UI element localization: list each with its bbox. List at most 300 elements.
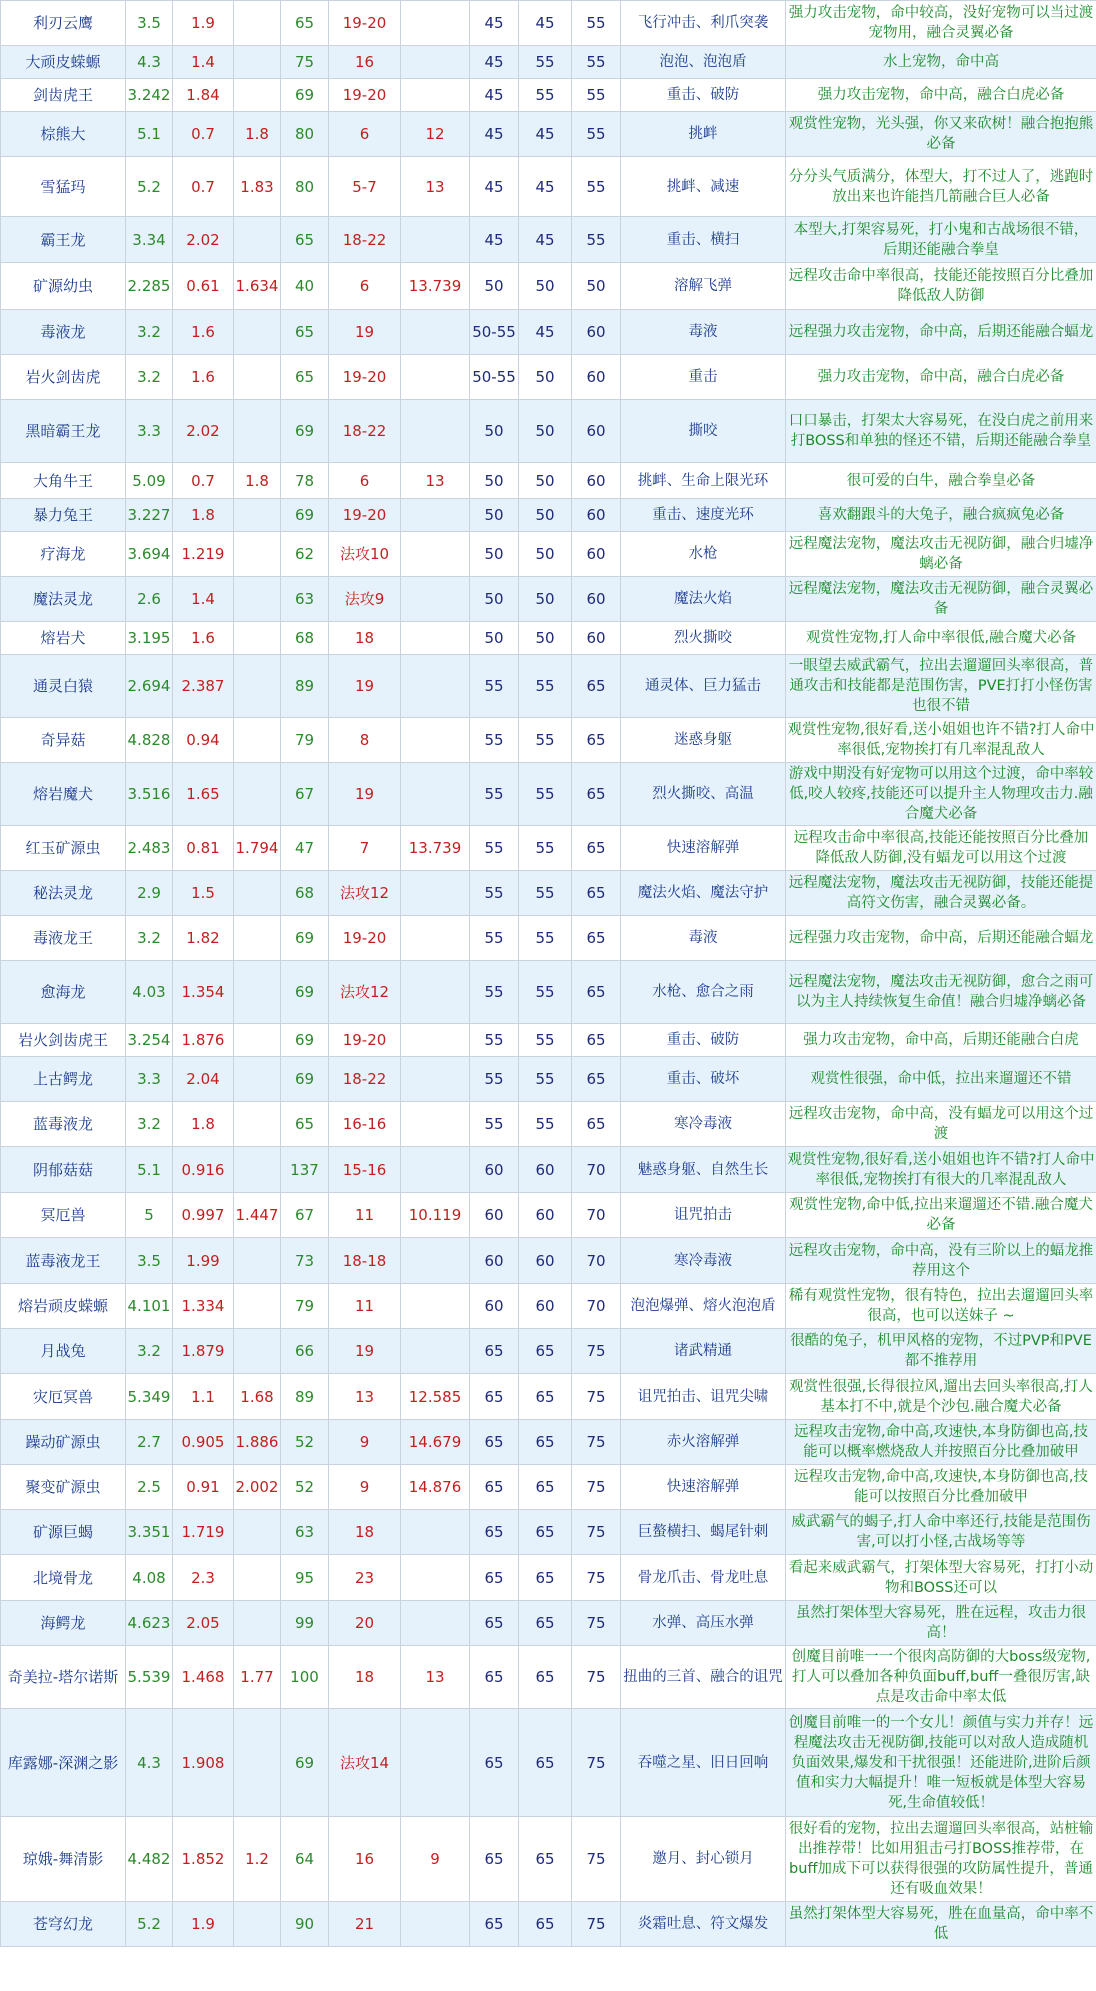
- pet-name-cell: 矿源巨蝎: [1, 1510, 126, 1555]
- remark-cell: 观赏性很强,长得很拉风,遛出去回头率很高,打人基本打不中,就是个沙包.融合魔犬必备: [786, 1374, 1096, 1420]
- stat-1-cell: 4.3: [126, 46, 173, 79]
- remark-cell: 本型大,打架容易死，打小鬼和古战场很不错，后期还能融合拳皇: [786, 217, 1096, 263]
- remark-cell: 观赏性宠物,很好看,送小姐姐也许不错?打人命中率很低,宠物挨打有几率混乱敌人: [786, 718, 1096, 763]
- attack-cell: 6: [329, 463, 401, 499]
- table-row: [1, 622, 1096, 655]
- level-1-cell: 65: [470, 1420, 519, 1465]
- stat-4-cell: 67: [281, 1193, 329, 1238]
- remark-cell: 观赏性宠物,打人命中率很低,融合魔犬必备: [786, 622, 1096, 655]
- pet-name-cell: 蓝毒液龙: [1, 1102, 126, 1147]
- level-1-cell: 65: [470, 1902, 519, 1947]
- level-2-cell: 45: [519, 112, 572, 157]
- skill-cell: 重击、破坏: [621, 1057, 786, 1102]
- skill-cell: 通灵体、巨力猛击: [621, 655, 786, 718]
- stat-2-cell: 1.5: [173, 871, 234, 916]
- stat-3-cell: [234, 79, 281, 112]
- table-row: [1, 961, 1096, 1024]
- level-1-cell: 65: [470, 1329, 519, 1374]
- level-2-cell: 65: [519, 1420, 572, 1465]
- table-row: [1, 1601, 1096, 1646]
- stat-4-cell: 63: [281, 577, 329, 622]
- level-1-cell: 55: [470, 1057, 519, 1102]
- stat-2-cell: 0.7: [173, 463, 234, 499]
- table-row: [1, 1193, 1096, 1238]
- attack-cell: 19: [329, 655, 401, 718]
- stat-2-cell: 1.6: [173, 355, 234, 400]
- table-row: [1, 79, 1096, 112]
- attack-cell: 23: [329, 1555, 401, 1601]
- stat-4-cell: 78: [281, 463, 329, 499]
- level-3-cell: 75: [572, 1420, 621, 1465]
- stat-1-cell: 3.254: [126, 1024, 173, 1057]
- stat-4-cell: 75: [281, 46, 329, 79]
- table-row: [1, 1646, 1096, 1709]
- level-1-cell: 65: [470, 1601, 519, 1646]
- remark-cell: 创魔目前唯一的一个女儿！颜值与实力并存！远程魔法攻击无视防御,技能可以对敌人造成随机负面效果,爆发和干扰很强！还能进阶,进阶后颜值和实力大幅提升！唯一短板就是体型大容易死,生命值较低！: [786, 1709, 1096, 1817]
- stat-6-cell: 13.739: [401, 826, 470, 871]
- level-2-cell: 55: [519, 655, 572, 718]
- pet-name-cell: 矿源幼虫: [1, 263, 126, 310]
- stat-6-cell: [401, 79, 470, 112]
- level-2-cell: 50: [519, 622, 572, 655]
- stat-2-cell: 0.61: [173, 263, 234, 310]
- level-1-cell: 60: [470, 1284, 519, 1329]
- pet-name-cell: 黑暗霸王龙: [1, 400, 126, 463]
- stat-2-cell: 1.6: [173, 310, 234, 355]
- stat-3-cell: [234, 1329, 281, 1374]
- skill-cell: 撕咬: [621, 400, 786, 463]
- stat-3-cell: [234, 916, 281, 961]
- level-2-cell: 55: [519, 826, 572, 871]
- remark-cell: 观赏性宠物，光头强，你又来砍树！融合抱抱熊必备: [786, 112, 1096, 157]
- skill-cell: 吞噬之星、旧日回响: [621, 1709, 786, 1817]
- stat-6-cell: [401, 1147, 470, 1193]
- stat-1-cell: 5.2: [126, 157, 173, 217]
- table-row: [1, 1057, 1096, 1102]
- stat-1-cell: 3.2: [126, 916, 173, 961]
- pet-name-cell: 大角牛王: [1, 463, 126, 499]
- level-1-cell: 45: [470, 79, 519, 112]
- level-1-cell: 55: [470, 916, 519, 961]
- attack-cell: 18-22: [329, 217, 401, 263]
- stat-4-cell: 52: [281, 1465, 329, 1510]
- stat-4-cell: 89: [281, 655, 329, 718]
- attack-cell: 8: [329, 718, 401, 763]
- stat-1-cell: 3.3: [126, 400, 173, 463]
- stat-3-cell: [234, 763, 281, 826]
- stat-4-cell: 69: [281, 961, 329, 1024]
- remark-cell: 远程魔法宠物，魔法攻击无视防御，融合归墟净螭必备: [786, 532, 1096, 577]
- level-2-cell: 55: [519, 871, 572, 916]
- stat-1-cell: 3.2: [126, 355, 173, 400]
- pet-name-cell: 阴郁菇菇: [1, 1147, 126, 1193]
- level-3-cell: 60: [572, 499, 621, 532]
- stat-2-cell: 1.8: [173, 1102, 234, 1147]
- skill-cell: 毒液: [621, 310, 786, 355]
- skill-cell: 烈火撕咬、高温: [621, 763, 786, 826]
- level-2-cell: 50: [519, 400, 572, 463]
- attack-cell: 6: [329, 112, 401, 157]
- stat-6-cell: [401, 1510, 470, 1555]
- stat-1-cell: 4.482: [126, 1817, 173, 1902]
- table-row: [1, 263, 1096, 310]
- stat-6-cell: [401, 1024, 470, 1057]
- stat-4-cell: 90: [281, 1902, 329, 1947]
- pet-name-cell: 剑齿虎王: [1, 79, 126, 112]
- stat-4-cell: 99: [281, 1601, 329, 1646]
- stat-3-cell: [234, 871, 281, 916]
- stat-1-cell: 5: [126, 1193, 173, 1238]
- level-2-cell: 50: [519, 499, 572, 532]
- level-2-cell: 50: [519, 577, 572, 622]
- pet-name-cell: 毒液龙王: [1, 916, 126, 961]
- remark-cell: 强力攻击宠物，命中高，后期还能融合白虎: [786, 1024, 1096, 1057]
- level-3-cell: 55: [572, 112, 621, 157]
- stat-6-cell: 13: [401, 463, 470, 499]
- level-1-cell: 55: [470, 961, 519, 1024]
- pet-name-cell: 海鳄龙: [1, 1601, 126, 1646]
- skill-cell: 诅咒拍击: [621, 1193, 786, 1238]
- attack-cell: 11: [329, 1284, 401, 1329]
- stat-1-cell: 3.242: [126, 79, 173, 112]
- level-3-cell: 75: [572, 1646, 621, 1709]
- stat-4-cell: 100: [281, 1646, 329, 1709]
- stat-3-cell: [234, 1555, 281, 1601]
- stat-6-cell: [401, 1709, 470, 1817]
- level-1-cell: 55: [470, 718, 519, 763]
- table-row: [1, 112, 1096, 157]
- stat-2-cell: 1.6: [173, 622, 234, 655]
- stat-2-cell: 0.91: [173, 1465, 234, 1510]
- stat-6-cell: [401, 1284, 470, 1329]
- skill-cell: 快速溶解弹: [621, 1465, 786, 1510]
- stat-1-cell: 2.6: [126, 577, 173, 622]
- attack-cell: 20: [329, 1601, 401, 1646]
- skill-cell: 寒冷毒液: [621, 1102, 786, 1147]
- stat-6-cell: 13: [401, 157, 470, 217]
- stat-4-cell: 65: [281, 310, 329, 355]
- remark-cell: 远程魔法宠物，魔法攻击无视防御，融合灵翼必备: [786, 577, 1096, 622]
- level-3-cell: 60: [572, 400, 621, 463]
- level-3-cell: 60: [572, 355, 621, 400]
- level-2-cell: 45: [519, 157, 572, 217]
- pet-name-cell: 苍穹幻龙: [1, 1902, 126, 1947]
- level-3-cell: 65: [572, 1102, 621, 1147]
- stat-4-cell: 68: [281, 622, 329, 655]
- stat-6-cell: [401, 961, 470, 1024]
- level-3-cell: 55: [572, 79, 621, 112]
- level-2-cell: 45: [519, 217, 572, 263]
- level-3-cell: 70: [572, 1284, 621, 1329]
- level-2-cell: 65: [519, 1709, 572, 1817]
- table-row: [1, 871, 1096, 916]
- level-2-cell: 55: [519, 916, 572, 961]
- table-row: [1, 1238, 1096, 1284]
- attack-cell: 19: [329, 310, 401, 355]
- level-2-cell: 60: [519, 1193, 572, 1238]
- level-3-cell: 70: [572, 1147, 621, 1193]
- stat-2-cell: 1.354: [173, 961, 234, 1024]
- stat-1-cell: 3.2: [126, 1329, 173, 1374]
- stat-3-cell: [234, 355, 281, 400]
- pet-name-cell: 秘法灵龙: [1, 871, 126, 916]
- stat-3-cell: [234, 1601, 281, 1646]
- stat-1-cell: 3.5: [126, 1238, 173, 1284]
- stat-6-cell: [401, 622, 470, 655]
- table-row: [1, 826, 1096, 871]
- stat-6-cell: [401, 1102, 470, 1147]
- remark-cell: 虽然打架体型大容易死，胜在远程，攻击力很高！: [786, 1601, 1096, 1646]
- remark-cell: 一眼望去威武霸气，拉出去遛遛回头率很高，普通攻击和技能都是范围伤害，PVE打打小怪伤害也很不错: [786, 655, 1096, 718]
- stat-1-cell: 2.9: [126, 871, 173, 916]
- remark-cell: 游戏中期没有好宠物可以用这个过渡，命中率较低,咬人较疼,技能还可以提升主人物理攻击力.融合魔犬必备: [786, 763, 1096, 826]
- pet-name-cell: 聚变矿源虫: [1, 1465, 126, 1510]
- table-row: [1, 1465, 1096, 1510]
- table-row: [1, 577, 1096, 622]
- pet-name-cell: 毒液龙: [1, 310, 126, 355]
- stat-2-cell: 1.219: [173, 532, 234, 577]
- skill-cell: 魔法火焰、魔法守护: [621, 871, 786, 916]
- table-row: [1, 1102, 1096, 1147]
- remark-cell: 强力攻击宠物，命中高，融合白虎必备: [786, 79, 1096, 112]
- table-row: [1, 1555, 1096, 1601]
- stat-2-cell: 1.9: [173, 1, 234, 46]
- level-2-cell: 65: [519, 1329, 572, 1374]
- stat-3-cell: 1.634: [234, 263, 281, 310]
- attack-cell: 18-18: [329, 1238, 401, 1284]
- attack-cell: 18-22: [329, 1057, 401, 1102]
- stat-6-cell: [401, 355, 470, 400]
- remark-cell: 远程攻击命中率很高，技能还能按照百分比叠加降低敌人防御: [786, 263, 1096, 310]
- stat-4-cell: 52: [281, 1420, 329, 1465]
- stat-4-cell: 137: [281, 1147, 329, 1193]
- skill-cell: 快速溶解弹: [621, 826, 786, 871]
- stat-2-cell: 1.719: [173, 1510, 234, 1555]
- stat-3-cell: [234, 1284, 281, 1329]
- pet-name-cell: 蓝毒液龙王: [1, 1238, 126, 1284]
- stat-1-cell: 5.539: [126, 1646, 173, 1709]
- stat-6-cell: [401, 400, 470, 463]
- attack-cell: 法攻9: [329, 577, 401, 622]
- stat-4-cell: 69: [281, 400, 329, 463]
- stat-4-cell: 62: [281, 532, 329, 577]
- stat-3-cell: [234, 1902, 281, 1947]
- attack-cell: 法攻14: [329, 1709, 401, 1817]
- remark-cell: 虽然打架体型大容易死，胜在血量高，命中率不低: [786, 1902, 1096, 1947]
- level-1-cell: 55: [470, 763, 519, 826]
- stat-4-cell: 80: [281, 112, 329, 157]
- stat-6-cell: [401, 916, 470, 961]
- stat-1-cell: 4.101: [126, 1284, 173, 1329]
- pet-name-cell: 熔岩魔犬: [1, 763, 126, 826]
- stat-3-cell: [234, 718, 281, 763]
- stat-2-cell: 1.84: [173, 79, 234, 112]
- table-row: [1, 46, 1096, 79]
- remark-cell: 强力攻击宠物，命中较高，没好宠物可以当过渡宠物用，融合灵翼必备: [786, 1, 1096, 46]
- level-2-cell: 65: [519, 1902, 572, 1947]
- stat-1-cell: 3.34: [126, 217, 173, 263]
- skill-cell: 挑衅、生命上限光环: [621, 463, 786, 499]
- table-row: [1, 499, 1096, 532]
- level-2-cell: 65: [519, 1465, 572, 1510]
- level-2-cell: 65: [519, 1601, 572, 1646]
- level-3-cell: 75: [572, 1902, 621, 1947]
- pet-name-cell: 红玉矿源虫: [1, 826, 126, 871]
- stat-1-cell: 2.5: [126, 1465, 173, 1510]
- stat-3-cell: [234, 1510, 281, 1555]
- level-3-cell: 75: [572, 1374, 621, 1420]
- remark-cell: 创魔目前唯一一个很肉高防御的大boss级宠物,打人可以叠加各种负面buff,buff一叠很厉害,缺点是攻击命中率太低: [786, 1646, 1096, 1709]
- skill-cell: 溶解飞弹: [621, 263, 786, 310]
- level-1-cell: 50: [470, 532, 519, 577]
- stat-3-cell: 1.2: [234, 1817, 281, 1902]
- level-1-cell: 65: [470, 1465, 519, 1510]
- stat-1-cell: 3.516: [126, 763, 173, 826]
- attack-cell: 19: [329, 763, 401, 826]
- table-row: [1, 1147, 1096, 1193]
- stat-6-cell: 14.876: [401, 1465, 470, 1510]
- stat-2-cell: 1.876: [173, 1024, 234, 1057]
- level-3-cell: 65: [572, 718, 621, 763]
- stat-4-cell: 69: [281, 499, 329, 532]
- stat-6-cell: [401, 1057, 470, 1102]
- stat-6-cell: [401, 310, 470, 355]
- level-2-cell: 65: [519, 1817, 572, 1902]
- level-3-cell: 60: [572, 463, 621, 499]
- stat-3-cell: [234, 655, 281, 718]
- stat-2-cell: 1.334: [173, 1284, 234, 1329]
- stat-3-cell: [234, 1238, 281, 1284]
- level-1-cell: 45: [470, 46, 519, 79]
- level-1-cell: 55: [470, 655, 519, 718]
- skill-cell: 炎霜吐息、符文爆发: [621, 1902, 786, 1947]
- attack-cell: 21: [329, 1902, 401, 1947]
- level-1-cell: 55: [470, 826, 519, 871]
- attack-cell: 19-20: [329, 1, 401, 46]
- skill-cell: 寒冷毒液: [621, 1238, 786, 1284]
- skill-cell: 泡泡、泡泡盾: [621, 46, 786, 79]
- table-row: [1, 1284, 1096, 1329]
- level-3-cell: 65: [572, 1024, 621, 1057]
- remark-cell: 喜欢翻跟斗的大兔子，融合疯疯兔必备: [786, 499, 1096, 532]
- stat-6-cell: 10.119: [401, 1193, 470, 1238]
- skill-cell: 挑衅、减速: [621, 157, 786, 217]
- level-1-cell: 50-55: [470, 310, 519, 355]
- stat-1-cell: 3.3: [126, 1057, 173, 1102]
- stat-1-cell: 4.828: [126, 718, 173, 763]
- pet-name-cell: 冥厄兽: [1, 1193, 126, 1238]
- pet-name-cell: 岩火剑齿虎王: [1, 1024, 126, 1057]
- remark-cell: 分分头气质满分，体型大，打不过人了，逃跑时放出来也许能挡几箭融合巨人必备: [786, 157, 1096, 217]
- stat-4-cell: 68: [281, 871, 329, 916]
- attack-cell: 7: [329, 826, 401, 871]
- attack-cell: 19-20: [329, 916, 401, 961]
- level-2-cell: 60: [519, 1147, 572, 1193]
- stat-4-cell: 67: [281, 763, 329, 826]
- pet-name-cell: 暴力兔王: [1, 499, 126, 532]
- level-2-cell: 45: [519, 1, 572, 46]
- pet-name-cell: 熔岩顽皮蝾螈: [1, 1284, 126, 1329]
- stat-4-cell: 95: [281, 1555, 329, 1601]
- stat-1-cell: 2.483: [126, 826, 173, 871]
- stat-6-cell: [401, 499, 470, 532]
- skill-cell: 扭曲的三首、融合的诅咒: [621, 1646, 786, 1709]
- level-3-cell: 65: [572, 1057, 621, 1102]
- pet-name-cell: 月战兔: [1, 1329, 126, 1374]
- stat-3-cell: [234, 1024, 281, 1057]
- stat-1-cell: 2.694: [126, 655, 173, 718]
- attack-cell: 15-16: [329, 1147, 401, 1193]
- stat-4-cell: 73: [281, 1238, 329, 1284]
- level-2-cell: 55: [519, 79, 572, 112]
- stat-4-cell: 89: [281, 1374, 329, 1420]
- stat-6-cell: [401, 532, 470, 577]
- stat-2-cell: 1.4: [173, 577, 234, 622]
- pet-name-cell: 奇美拉-塔尔诺斯: [1, 1646, 126, 1709]
- level-3-cell: 60: [572, 310, 621, 355]
- skill-cell: 飞行冲击、利爪突袭: [621, 1, 786, 46]
- attack-cell: 法攻10: [329, 532, 401, 577]
- stat-2-cell: 2.05: [173, 1601, 234, 1646]
- stat-6-cell: [401, 1, 470, 46]
- table-row: [1, 1709, 1096, 1817]
- stat-6-cell: 13: [401, 1646, 470, 1709]
- remark-cell: 远程强力攻击宠物，命中高，后期还能融合蝠龙: [786, 310, 1096, 355]
- table-row: [1, 310, 1096, 355]
- stat-4-cell: 65: [281, 1, 329, 46]
- stat-3-cell: 1.77: [234, 1646, 281, 1709]
- table-row: [1, 157, 1096, 217]
- level-1-cell: 50: [470, 400, 519, 463]
- skill-cell: 重击: [621, 355, 786, 400]
- level-3-cell: 70: [572, 1193, 621, 1238]
- remark-cell: 远程攻击宠物,命中高,攻速快,本身防御也高,技能可以概率燃烧敌人并按照百分比叠加破甲: [786, 1420, 1096, 1465]
- table-row: [1, 1510, 1096, 1555]
- stat-2-cell: 0.7: [173, 157, 234, 217]
- pet-name-cell: 灾厄冥兽: [1, 1374, 126, 1420]
- skill-cell: 重击、破防: [621, 79, 786, 112]
- stat-3-cell: 1.68: [234, 1374, 281, 1420]
- pet-name-cell: 通灵白猿: [1, 655, 126, 718]
- attack-cell: 11: [329, 1193, 401, 1238]
- skill-cell: 重击、横扫: [621, 217, 786, 263]
- attack-cell: 13: [329, 1374, 401, 1420]
- stat-2-cell: 1.852: [173, 1817, 234, 1902]
- attack-cell: 18: [329, 622, 401, 655]
- level-3-cell: 65: [572, 916, 621, 961]
- stat-4-cell: 69: [281, 1709, 329, 1817]
- stat-3-cell: [234, 961, 281, 1024]
- level-1-cell: 65: [470, 1817, 519, 1902]
- skill-cell: 重击、速度光环: [621, 499, 786, 532]
- stat-4-cell: 69: [281, 916, 329, 961]
- level-3-cell: 75: [572, 1709, 621, 1817]
- level-3-cell: 65: [572, 826, 621, 871]
- level-3-cell: 50: [572, 263, 621, 310]
- level-3-cell: 70: [572, 1238, 621, 1284]
- stat-6-cell: [401, 655, 470, 718]
- stat-2-cell: 1.9: [173, 1902, 234, 1947]
- stat-1-cell: 3.694: [126, 532, 173, 577]
- skill-cell: 毒液: [621, 916, 786, 961]
- level-1-cell: 65: [470, 1555, 519, 1601]
- level-2-cell: 55: [519, 961, 572, 1024]
- remark-cell: 口口暴击，打架太大容易死，在没白虎之前用来打BOSS和单独的怪还不错，后期还能融合拳皇: [786, 400, 1096, 463]
- attack-cell: 18: [329, 1510, 401, 1555]
- attack-cell: 6: [329, 263, 401, 310]
- pet-name-cell: 躁动矿源虫: [1, 1420, 126, 1465]
- level-1-cell: 50: [470, 499, 519, 532]
